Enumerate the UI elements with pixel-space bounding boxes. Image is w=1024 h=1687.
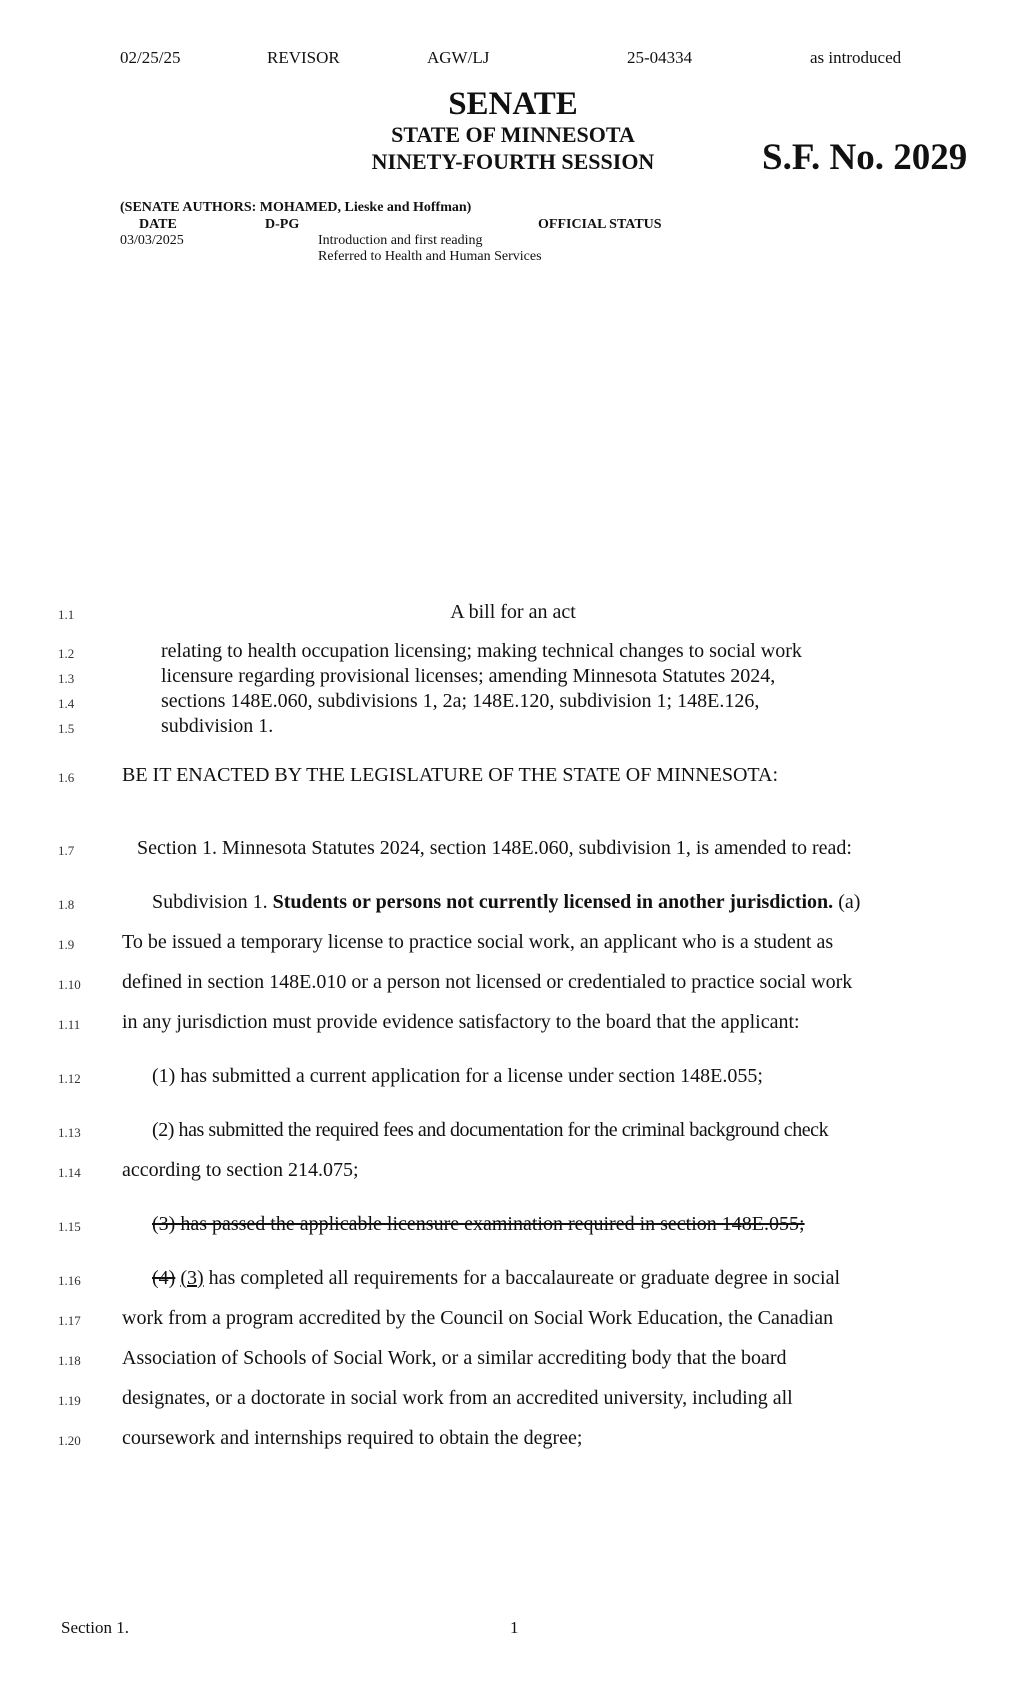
bill-line: relating to health occupation licensing; making technical changes to social work (161, 640, 802, 662)
clause-line: (2) has submitted the required fees and documentation for the criminal background check (152, 1119, 829, 1141)
footer-section: Section 1. (61, 1618, 129, 1637)
line-number: 1.15 (58, 1219, 81, 1234)
senate-authors: (SENATE AUTHORS: MOHAMED, Lieske and Hoffman) (120, 200, 472, 215)
enacting-clause: BE IT ENACTED BY THE LEGISLATURE OF THE STATE OF MINNESOTA: (122, 764, 779, 786)
clause-line (152, 1267, 840, 1290)
bill-line: sections 148E.060, subdivisions 1, 2a; 148E.120, subdivision 1; 148E.126, (161, 690, 760, 712)
line-number: 1.7 (58, 843, 75, 858)
header-status: as introduced (810, 48, 902, 67)
line-number: 1.18 (58, 1353, 81, 1368)
bill-line: To be issued a temporary license to practice social work, an applicant who is a student as (122, 931, 834, 953)
line-number: 1.10 (58, 977, 81, 992)
status-action-2: Referred to Health and Human Services (318, 249, 542, 264)
subdivision-heading: Students or persons not currently licensed in another jurisdiction. (272, 891, 834, 913)
line-number: 1.16 (58, 1273, 81, 1288)
status-col-official: OFFICIAL STATUS (538, 217, 662, 232)
line-number: 1.9 (58, 937, 75, 952)
line-number: 1.5 (58, 721, 75, 736)
page-number: 1 (510, 1618, 519, 1637)
line-number: 1.1 (58, 607, 75, 622)
bill-line: according to section 214.075; (122, 1159, 359, 1181)
line-number: 1.19 (58, 1393, 81, 1408)
line-number: 1.13 (58, 1125, 81, 1140)
line-number: 1.8 (58, 897, 75, 912)
bill-line: coursework and internships required to obtain the degree; (122, 1427, 583, 1449)
status-col-dpg: D-PG (265, 217, 300, 232)
subdivision-paragraph: (a) (838, 891, 861, 913)
bill-number: S.F. No. 2029 (762, 137, 968, 178)
line-number: 1.11 (58, 1017, 81, 1032)
bill-line: designates, or a doctorate in social work from an accredited university, including all (122, 1387, 793, 1409)
line-number: 1.14 (58, 1165, 81, 1180)
bill-line: in any jurisdiction must provide evidence satisfactory to the board that the applicant: (122, 1011, 800, 1033)
line-number: 1.4 (58, 696, 75, 711)
chamber-title: SENATE (448, 86, 578, 122)
bill-line: defined in section 148E.010 or a person not licensed or credentialed to practice social work (122, 971, 853, 993)
bill-line: licensure regarding provisional licenses; amending Minnesota Statutes 2024, (161, 665, 776, 687)
state-title: STATE OF MINNESOTA (391, 122, 635, 147)
header-doc-number: 25-04334 (627, 48, 693, 67)
stricken-clause: (3) has passed the applicable licensure examination required in section 148E.055; (152, 1213, 805, 1235)
bill-line: subdivision 1. (161, 715, 274, 737)
status-col-date: DATE (139, 217, 177, 232)
status-date: 03/03/2025 (120, 233, 184, 248)
line-number: 1.6 (58, 770, 75, 785)
subdivision-label: Subdivision 1. (152, 891, 268, 913)
line-number: 1.2 (58, 646, 75, 661)
line-number: 1.3 (58, 671, 75, 686)
clause-text: has completed all requirements for a baccalaureate or graduate degree in social (208, 1267, 841, 1289)
header-date: 02/25/25 (120, 48, 181, 67)
section-heading: Section 1. Minnesota Statutes 2024, section 148E.060, subdivision 1, is amended to read: (137, 837, 852, 859)
line-number: 1.20 (58, 1433, 81, 1448)
session-title: NINETY-FOURTH SESSION (371, 149, 655, 174)
line-number: 1.17 (58, 1313, 81, 1328)
stricken-number: (4) (152, 1267, 176, 1289)
clause-line: (1) has submitted a current application for a license under section 148E.055; (152, 1065, 763, 1087)
line-number: 1.12 (58, 1071, 81, 1086)
inserted-number: (3) (180, 1267, 204, 1289)
status-action-1: Introduction and first reading (318, 233, 483, 248)
header-revisor: REVISOR (267, 48, 340, 67)
subdivision-line (152, 891, 860, 914)
bill-line: work from a program accredited by the Council on Social Work Education, the Canadian (122, 1307, 834, 1329)
bill-heading: A bill for an act (450, 601, 576, 623)
bill-line: Association of Schools of Social Work, or a similar accrediting body that the board (122, 1347, 787, 1369)
header-initials: AGW/LJ (427, 48, 490, 67)
